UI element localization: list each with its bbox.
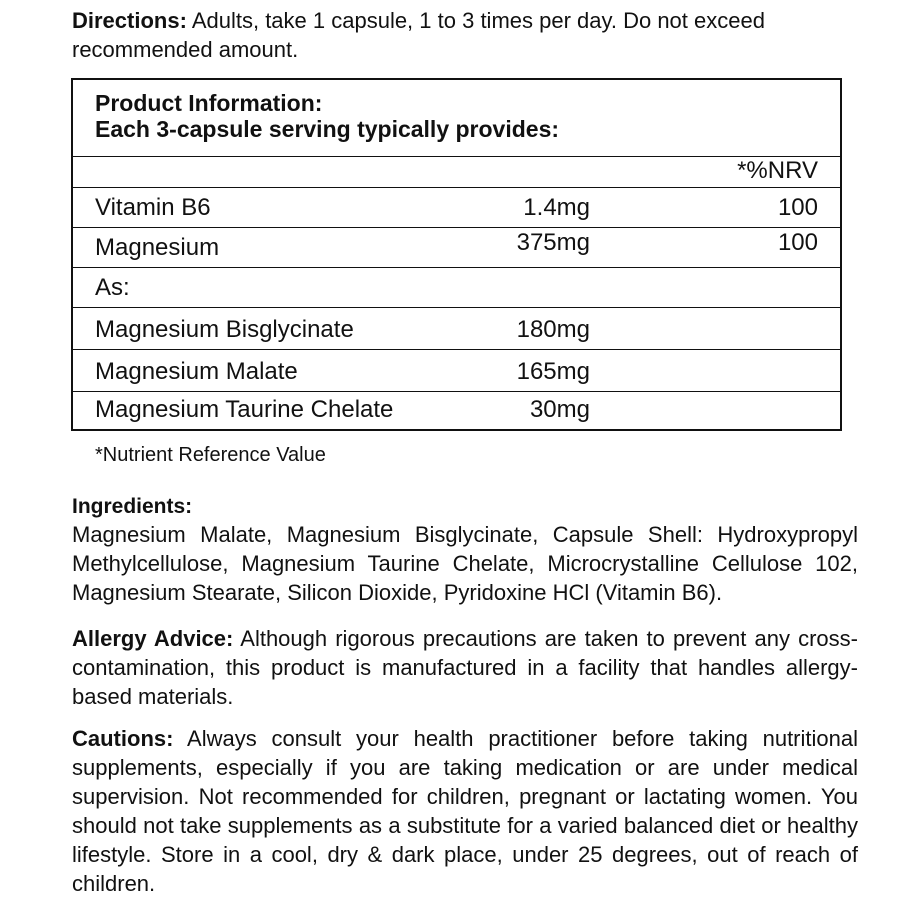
nutrient-nrv: 100: [777, 194, 818, 221]
table-title: Product Information:: [95, 90, 323, 116]
table-header: [73, 80, 840, 157]
product-info-table: [71, 78, 842, 431]
table-row: [73, 392, 840, 429]
table-row: [73, 308, 840, 350]
nutrient-name: Magnesium Malate: [95, 358, 298, 385]
nutrient-name: Magnesium: [95, 234, 220, 261]
nutrient-amount: 30mg: [529, 396, 590, 423]
directions-paragraph: [72, 6, 858, 64]
table-row: [73, 268, 840, 308]
nutrient-amount: 1.4mg: [523, 194, 590, 221]
directions-label: Directions:: [72, 8, 187, 33]
allergy-paragraph: [72, 624, 858, 711]
nutrient-name: Magnesium Taurine Chelate: [95, 396, 394, 423]
cautions-label: Cautions:: [72, 726, 174, 751]
nutrient-name: As:: [95, 274, 130, 301]
cautions-text: Always consult your health practitioner before taking nutritional supplements, especially if you are taking medication or are under medical supervision. Not recommended for children, pregnant or lactating women. You should not take supplements as a substitute for a varied balanced diet or healthy lifestyle. Store in a cool, dry & dark place, under 25 degrees, out of reach of children.: [72, 726, 858, 896]
allergy-text: Although rigorous precautions are taken to prevent any cross-contamination, this product is manufactured in a facility that handles allergy-based materials.: [72, 626, 858, 709]
nutrient-amount: 375mg: [516, 229, 590, 256]
nutrient-name: Magnesium Bisglycinate: [95, 316, 354, 343]
nutrient-amount: 165mg: [516, 358, 590, 385]
table-subtitle: Each 3-capsule serving typically provides:: [95, 116, 560, 142]
ingredients-heading: Ingredients:: [72, 495, 193, 518]
nrv-footnote: *Nutrient Reference Value: [95, 444, 326, 466]
table-row: [73, 228, 840, 268]
nutrient-nrv: 100: [777, 229, 818, 256]
nrv-column-header: *%NRV: [737, 157, 818, 184]
nutrient-name: Vitamin B6: [95, 194, 211, 221]
directions-text: Adults, take 1 capsule, 1 to 3 times per day. Do not exceed recommended amount.: [72, 8, 765, 62]
nutrient-amount: 180mg: [516, 316, 590, 343]
allergy-label: Allergy Advice:: [72, 626, 234, 651]
table-row-nrv-header: [73, 157, 840, 188]
cautions-paragraph: [72, 724, 858, 898]
table-row: [73, 188, 840, 228]
ingredients-paragraph: Magnesium Malate, Magnesium Bisglycinate, Capsule Shell: Hydroxypropyl Methylcellulose, Magnesium Taurine Chelate, Microcrystalline Cellulose 102, Magnesium Stearate, Silicon Dioxide, Pyridoxine HCl (Vitamin B6).: [72, 522, 858, 605]
table-row: [73, 350, 840, 392]
